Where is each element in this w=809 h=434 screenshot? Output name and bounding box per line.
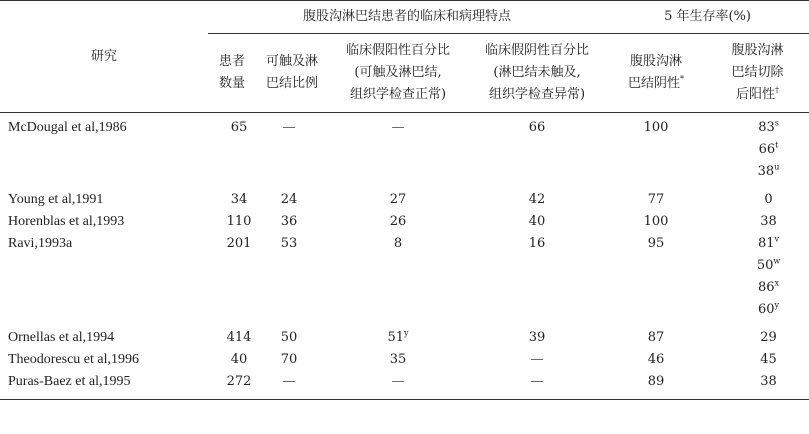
cell-resected	[706, 233, 809, 321]
cell-negative: 95	[647, 236, 665, 251]
cell-patients: 414	[226, 330, 252, 345]
header-palpable-line1: 可触及淋	[265, 54, 318, 69]
resected-footnote-mark: x	[774, 278, 780, 288]
resected-value	[728, 327, 809, 349]
cell-palpable: 70	[280, 352, 298, 367]
resected-number: 0	[764, 192, 773, 207]
cell-palpable: —	[282, 374, 296, 389]
cell-resected	[706, 321, 809, 349]
table-row	[0, 349, 809, 371]
cell-false-negative: 39	[528, 330, 546, 345]
false-positive-number: 51	[387, 330, 404, 345]
cell-study: McDougal et al,1986	[8, 120, 127, 135]
cell-resected	[706, 113, 809, 184]
cell-false-negative: 40	[528, 214, 546, 229]
resected-number: 66	[758, 142, 776, 157]
cell-patients: 272	[226, 374, 252, 389]
header-resected-positive	[706, 34, 809, 113]
table-body	[0, 113, 809, 400]
cell-false-negative: 42	[528, 192, 546, 207]
cell-negative: 100	[643, 120, 669, 135]
cell-false-positive: 26	[389, 214, 407, 229]
table-row	[0, 211, 809, 233]
resected-footnote-mark: t	[775, 140, 779, 150]
cell-patients: 201	[226, 236, 252, 251]
resected-footnote-mark: y	[774, 300, 780, 310]
resected-footnote-mark: u	[774, 162, 780, 172]
header-palpable	[256, 34, 328, 113]
cell-resected	[706, 211, 809, 233]
cell-negative: 77	[647, 192, 665, 207]
header-resected-line3	[706, 84, 809, 106]
cell-study: Young et al,1991	[8, 192, 104, 207]
cell-palpable: 53	[280, 236, 298, 251]
header-false-negative	[468, 34, 606, 113]
resected-footnote-mark: v	[774, 234, 780, 244]
resected-value	[728, 299, 809, 321]
cell-negative: 100	[643, 214, 669, 229]
table-row	[0, 233, 809, 321]
header-patients-line1: 患者	[218, 54, 245, 69]
cell-false-positive: 35	[389, 352, 407, 367]
header-false-positive-line2: (可触及淋巴结,	[354, 65, 442, 80]
cell-negative: 89	[647, 374, 665, 389]
cell-palpable: 50	[280, 330, 298, 345]
resected-value	[728, 371, 809, 393]
table-row	[0, 371, 809, 400]
cell-false-positive: —	[391, 374, 405, 389]
cell-resected	[706, 183, 809, 211]
cell-patients: 40	[230, 352, 248, 367]
cell-negative: 87	[647, 330, 665, 345]
cell-false-positive	[328, 321, 468, 349]
header-patients-line2: 数量	[218, 76, 245, 91]
resected-value	[728, 349, 809, 371]
header-study: 研究	[90, 48, 117, 64]
false-positive-footnote-mark: y	[404, 328, 409, 338]
resected-number: 38	[760, 214, 777, 229]
header-false-positive	[328, 34, 468, 113]
cell-false-negative: 66	[528, 120, 546, 135]
resected-value	[728, 189, 809, 211]
header-group-survival: 5 年生存率(%)	[606, 1, 809, 34]
cell-false-positive: 8	[393, 236, 403, 251]
cell-false-positive: —	[391, 120, 405, 135]
cell-palpable: 24	[280, 192, 298, 207]
header-false-negative-line3: 组织学检查异常)	[488, 87, 586, 102]
header-false-negative-line2: (淋巴结未触及,	[493, 65, 581, 80]
resected-number: 83	[758, 120, 775, 135]
resected-value	[728, 117, 809, 139]
resected-number: 81	[757, 236, 775, 251]
resected-value	[728, 233, 809, 255]
header-palpable-line2: 巴结比例	[265, 76, 318, 91]
header-negative-nodes	[606, 34, 706, 113]
resected-footnote-mark: w	[773, 256, 781, 266]
cell-study: Horenblas et al,1993	[8, 214, 125, 229]
resected-number: 50	[756, 258, 774, 273]
header-false-positive-line1: 临床假阳性百分比	[345, 43, 450, 58]
table-row	[0, 183, 809, 211]
cell-study: Ornellas et al,1994	[8, 330, 115, 345]
cell-palpable: —	[282, 120, 296, 135]
resected-value	[728, 277, 809, 299]
cell-false-negative: —	[530, 374, 544, 389]
header-resected-footnote-mark: †	[775, 85, 780, 95]
table-row	[0, 113, 809, 184]
cell-study: Theodorescu et al,1996	[8, 352, 140, 367]
header-resected-line3-text: 后阳性	[736, 87, 776, 102]
header-group-clinical: 腹股沟淋巴结患者的临床和病理特点	[208, 1, 606, 34]
cell-false-negative: —	[530, 352, 544, 367]
cell-palpable: 36	[280, 214, 298, 229]
cell-study: Puras-Baez et al,1995	[8, 374, 131, 389]
resected-value	[728, 161, 809, 183]
cell-false-positive: 27	[389, 192, 407, 207]
header-resected-line1: 腹股沟淋	[731, 43, 784, 58]
header-negative-line2-text: 巴结阴性	[628, 76, 681, 91]
resected-value	[728, 255, 809, 277]
resected-footnote-mark: s	[774, 118, 779, 128]
resected-number: 38	[760, 374, 777, 389]
cell-resected	[706, 349, 809, 371]
cell-patients: 65	[230, 120, 248, 135]
resected-value	[728, 139, 809, 161]
resected-number: 45	[760, 352, 777, 367]
resected-number: 86	[757, 280, 775, 295]
header-resected-line2: 巴结切除	[731, 65, 784, 80]
cell-patients: 110	[226, 214, 252, 229]
resected-number: 29	[760, 330, 777, 345]
header-patients	[208, 34, 256, 113]
header-negative-line1: 腹股沟淋	[630, 54, 683, 69]
resected-number: 38	[757, 164, 775, 179]
header-false-negative-line1: 临床假阴性百分比	[485, 43, 590, 58]
header-false-positive-line3: 组织学检查正常)	[349, 87, 447, 102]
cell-resected	[706, 371, 809, 400]
resected-value	[728, 211, 809, 233]
cell-study: Ravi,1993a	[8, 236, 73, 251]
cell-false-negative: 16	[528, 236, 546, 251]
table-row	[0, 321, 809, 349]
resected-number: 60	[757, 302, 775, 317]
cell-patients: 34	[230, 192, 248, 207]
cell-negative: 46	[647, 352, 665, 367]
header-negative-line2	[606, 73, 706, 95]
header-negative-footnote-mark: *	[680, 74, 685, 84]
